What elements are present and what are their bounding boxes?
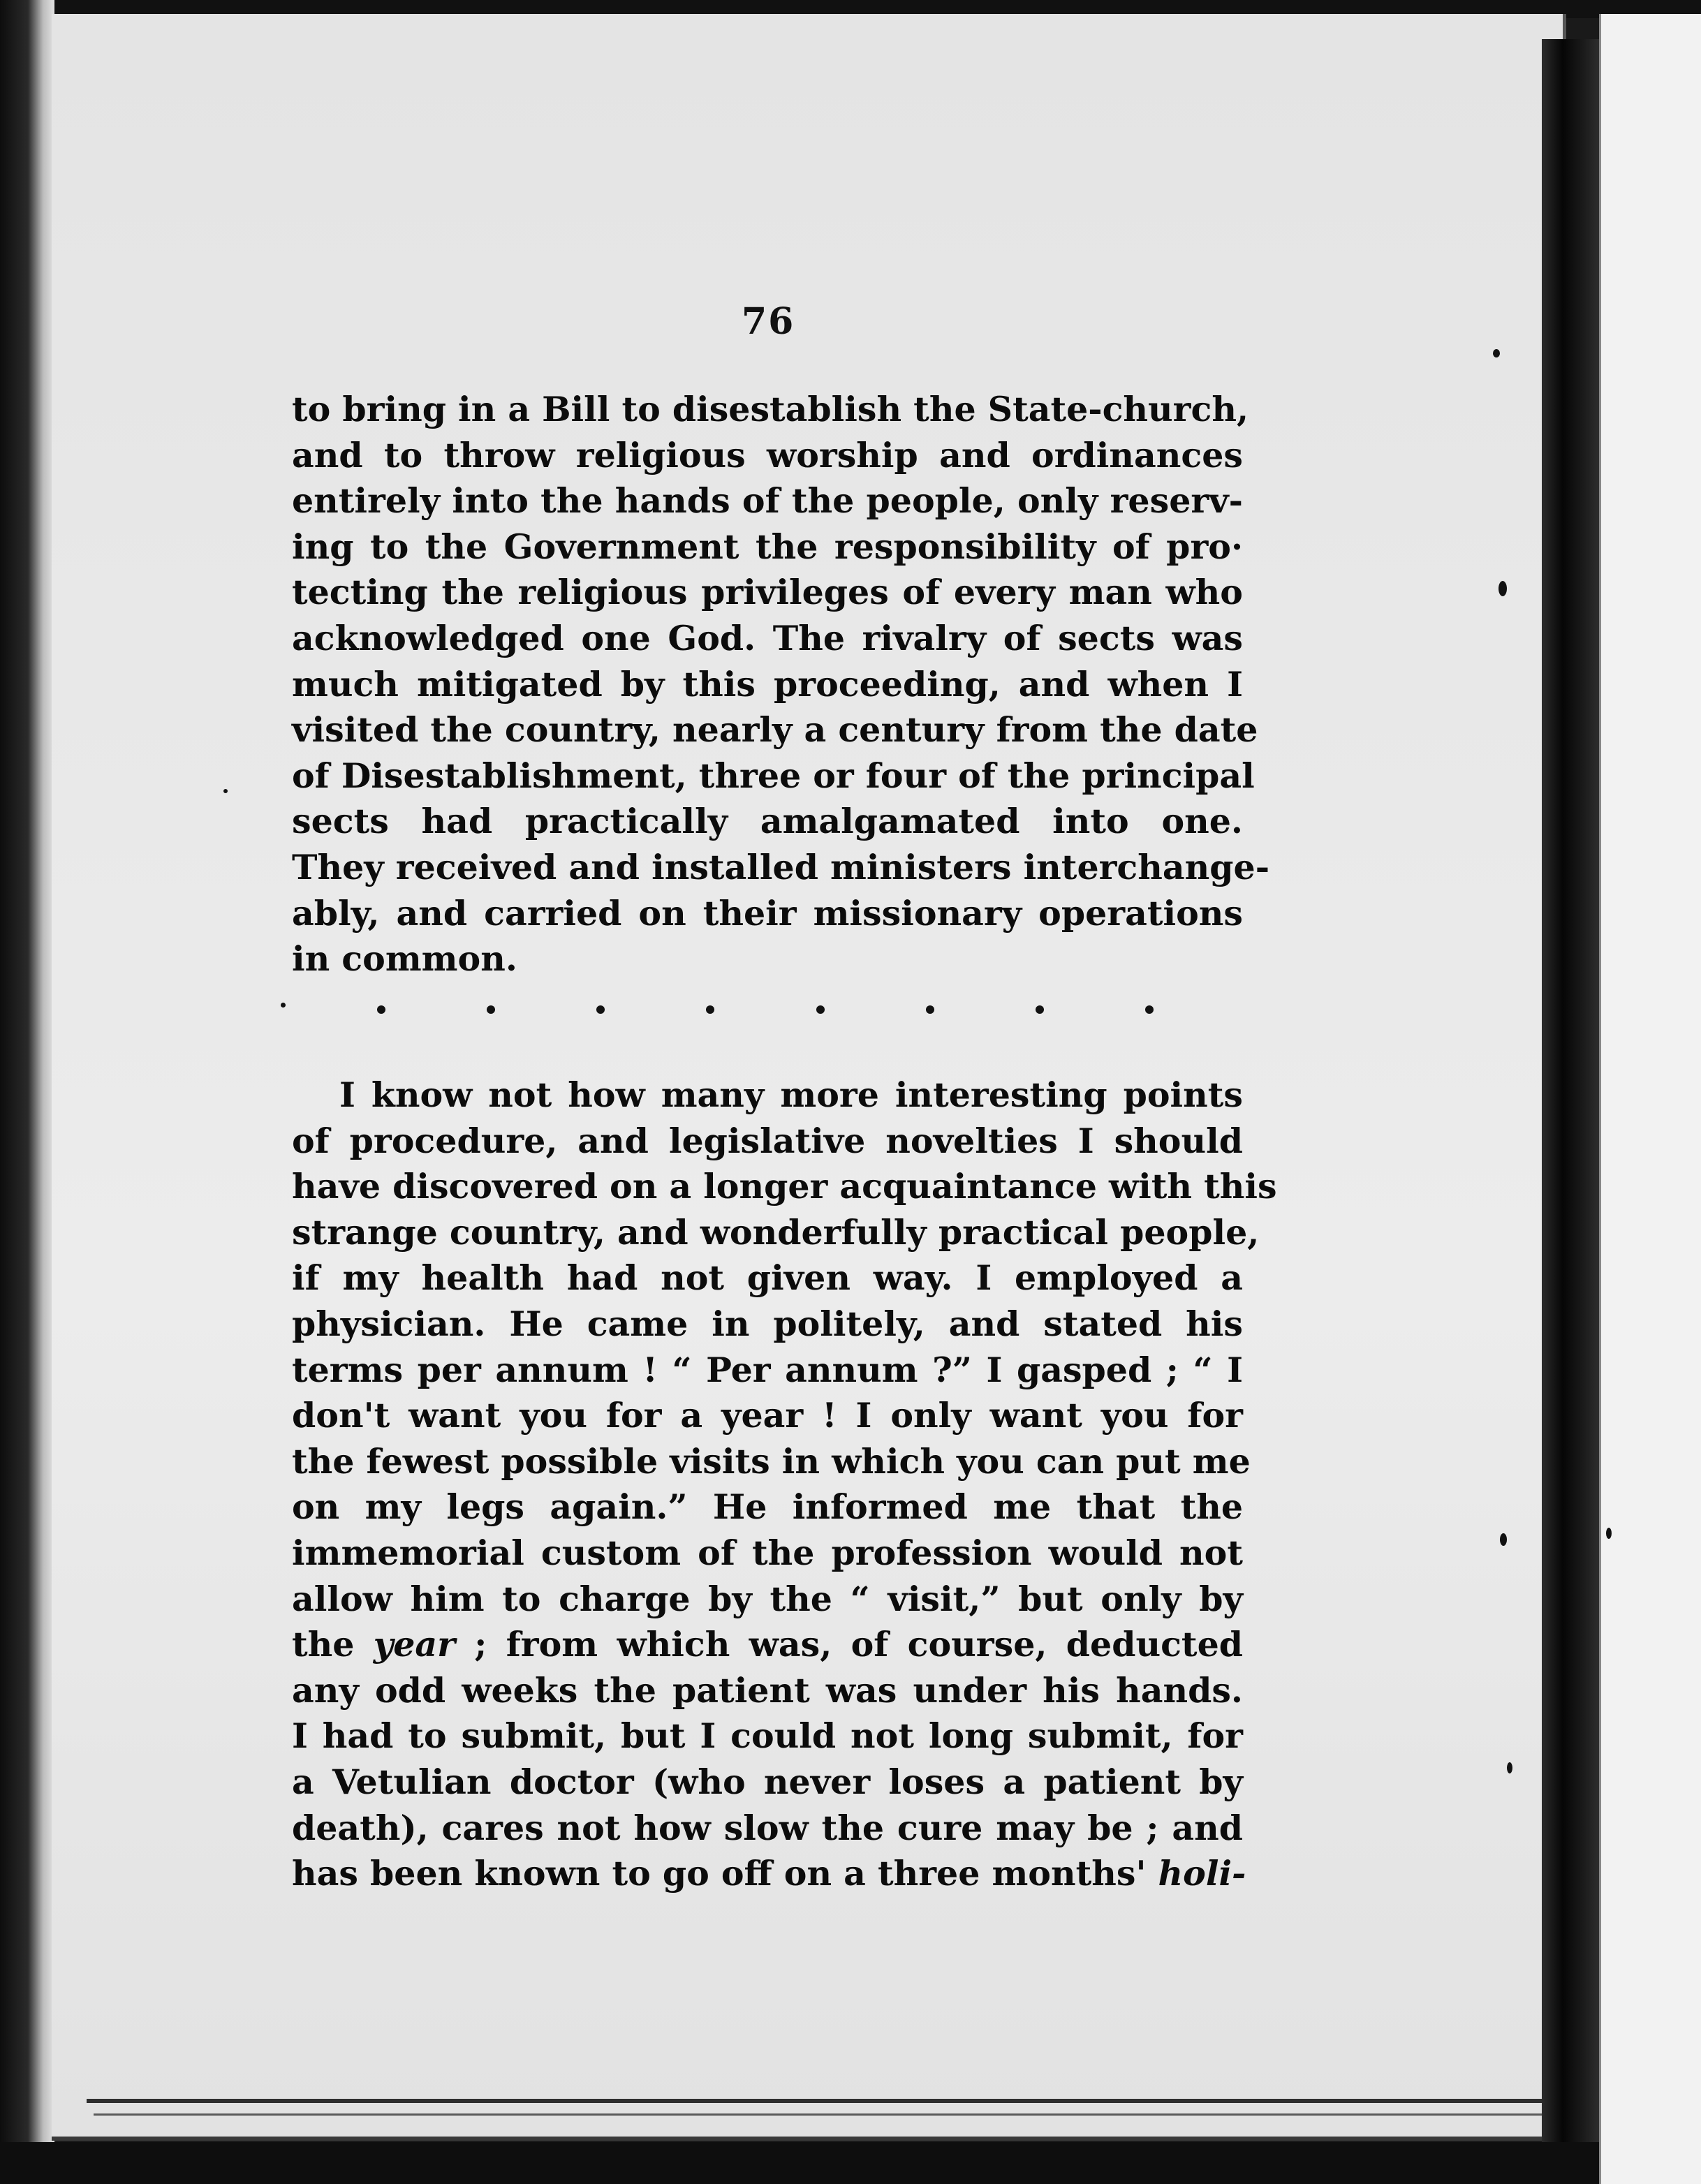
scan-speck — [1606, 1528, 1612, 1539]
text-line: and to throw religious worship and ordinances — [292, 434, 1243, 475]
paragraph-2 — [292, 1072, 1277, 1897]
text-line: have discovered on a longer acquaintance with this — [292, 1166, 1277, 1207]
text-line: I had to submit, but I could not long submit, for — [292, 1716, 1243, 1757]
ornament-dot — [1036, 1005, 1044, 1014]
scan-speck — [281, 1003, 286, 1008]
scan-speck — [223, 789, 228, 793]
text-line: of Disestablishment, three or four of the principal — [292, 755, 1255, 796]
ornament-dot — [926, 1005, 934, 1014]
text-line: I know not how many more interesting points — [339, 1075, 1243, 1115]
text-run: has been known to go off on a three months' — [292, 1853, 1158, 1894]
text-line: terms per annum ! “ Per annum ?” I gasped ; “ I — [292, 1349, 1243, 1390]
paragraph-1 — [292, 387, 1270, 982]
text-line: strange country, and wonderfully practical people, — [292, 1211, 1260, 1253]
ornament-dot — [706, 1005, 714, 1014]
scan-speck — [1498, 581, 1507, 596]
italic-word: year — [373, 1624, 455, 1665]
ornament-dot — [487, 1005, 495, 1014]
scan-speck — [1507, 1762, 1512, 1773]
text-line: the fewest possible visits in which you can put me — [292, 1440, 1251, 1482]
text-line: immemorial custom of the profession would not — [292, 1532, 1243, 1573]
text-line: on my legs again.” He informed me that the — [292, 1486, 1243, 1528]
text-line: acknowledged one God. The rivalry of sects was — [292, 617, 1243, 658]
page-bottom-rule — [87, 2099, 1556, 2103]
text-run: the — [292, 1624, 374, 1665]
scan-bottom-edge — [0, 2142, 1599, 2184]
book-spine — [1542, 39, 1600, 2162]
page-bottom-rule-thin — [94, 2113, 1553, 2116]
text-line: physician. He came in politely, and stated his — [292, 1303, 1243, 1344]
text-line-with-italic — [292, 1622, 1243, 1668]
ornament-dot — [377, 1005, 385, 1014]
ornament-dot — [596, 1005, 605, 1014]
text-run: ; from which was, of course, deducted — [455, 1624, 1243, 1665]
text-line: entirely into the hands of the people, only reserv- — [292, 480, 1243, 522]
text-line: of procedure, and legislative novelties I should — [292, 1120, 1243, 1161]
ornament-dot — [816, 1005, 825, 1014]
text-line: to bring in a Bill to disestablish the State-church, — [292, 389, 1249, 429]
text-line: allow him to charge by the “ visit,” but only by — [292, 1578, 1243, 1619]
section-break-dots — [377, 1005, 1154, 1014]
text-line: a Vetulian doctor (who never loses a patient by — [292, 1761, 1243, 1802]
text-line: sects had practically amalgamated into one. — [292, 801, 1243, 842]
text-line: tecting the religious privileges of every man who — [292, 572, 1243, 613]
text-line: death), cares not how slow the cure may be ; and — [292, 1807, 1243, 1848]
text-line: in common. — [292, 938, 517, 980]
text-line: visited the country, nearly a century from the date — [292, 709, 1258, 751]
text-line: don't want you for a year ! I only want you for — [292, 1395, 1243, 1436]
scan-speck — [1500, 1533, 1507, 1546]
text-line: much mitigated by this proceeding, and when I — [292, 663, 1243, 704]
scan-left-edge — [0, 0, 54, 2184]
text-line: ably, and carried on their missionary operations — [292, 892, 1243, 934]
ornament-dot — [1145, 1005, 1154, 1014]
text-line: They received and installed ministers interchange- — [292, 846, 1270, 887]
text-line-with-italic — [292, 1851, 1246, 1897]
text-line: if my health had not given way. I employed a — [292, 1257, 1243, 1299]
italic-word: holi- — [1158, 1853, 1246, 1894]
page-number: 76 — [742, 300, 795, 343]
adjacent-page-edge — [1599, 14, 1701, 2184]
text-line: ing to the Government the responsibility of pro· — [292, 526, 1243, 567]
scan-speck — [1493, 349, 1500, 357]
text-line: any odd weeks the patient was under his hands. — [292, 1669, 1243, 1711]
